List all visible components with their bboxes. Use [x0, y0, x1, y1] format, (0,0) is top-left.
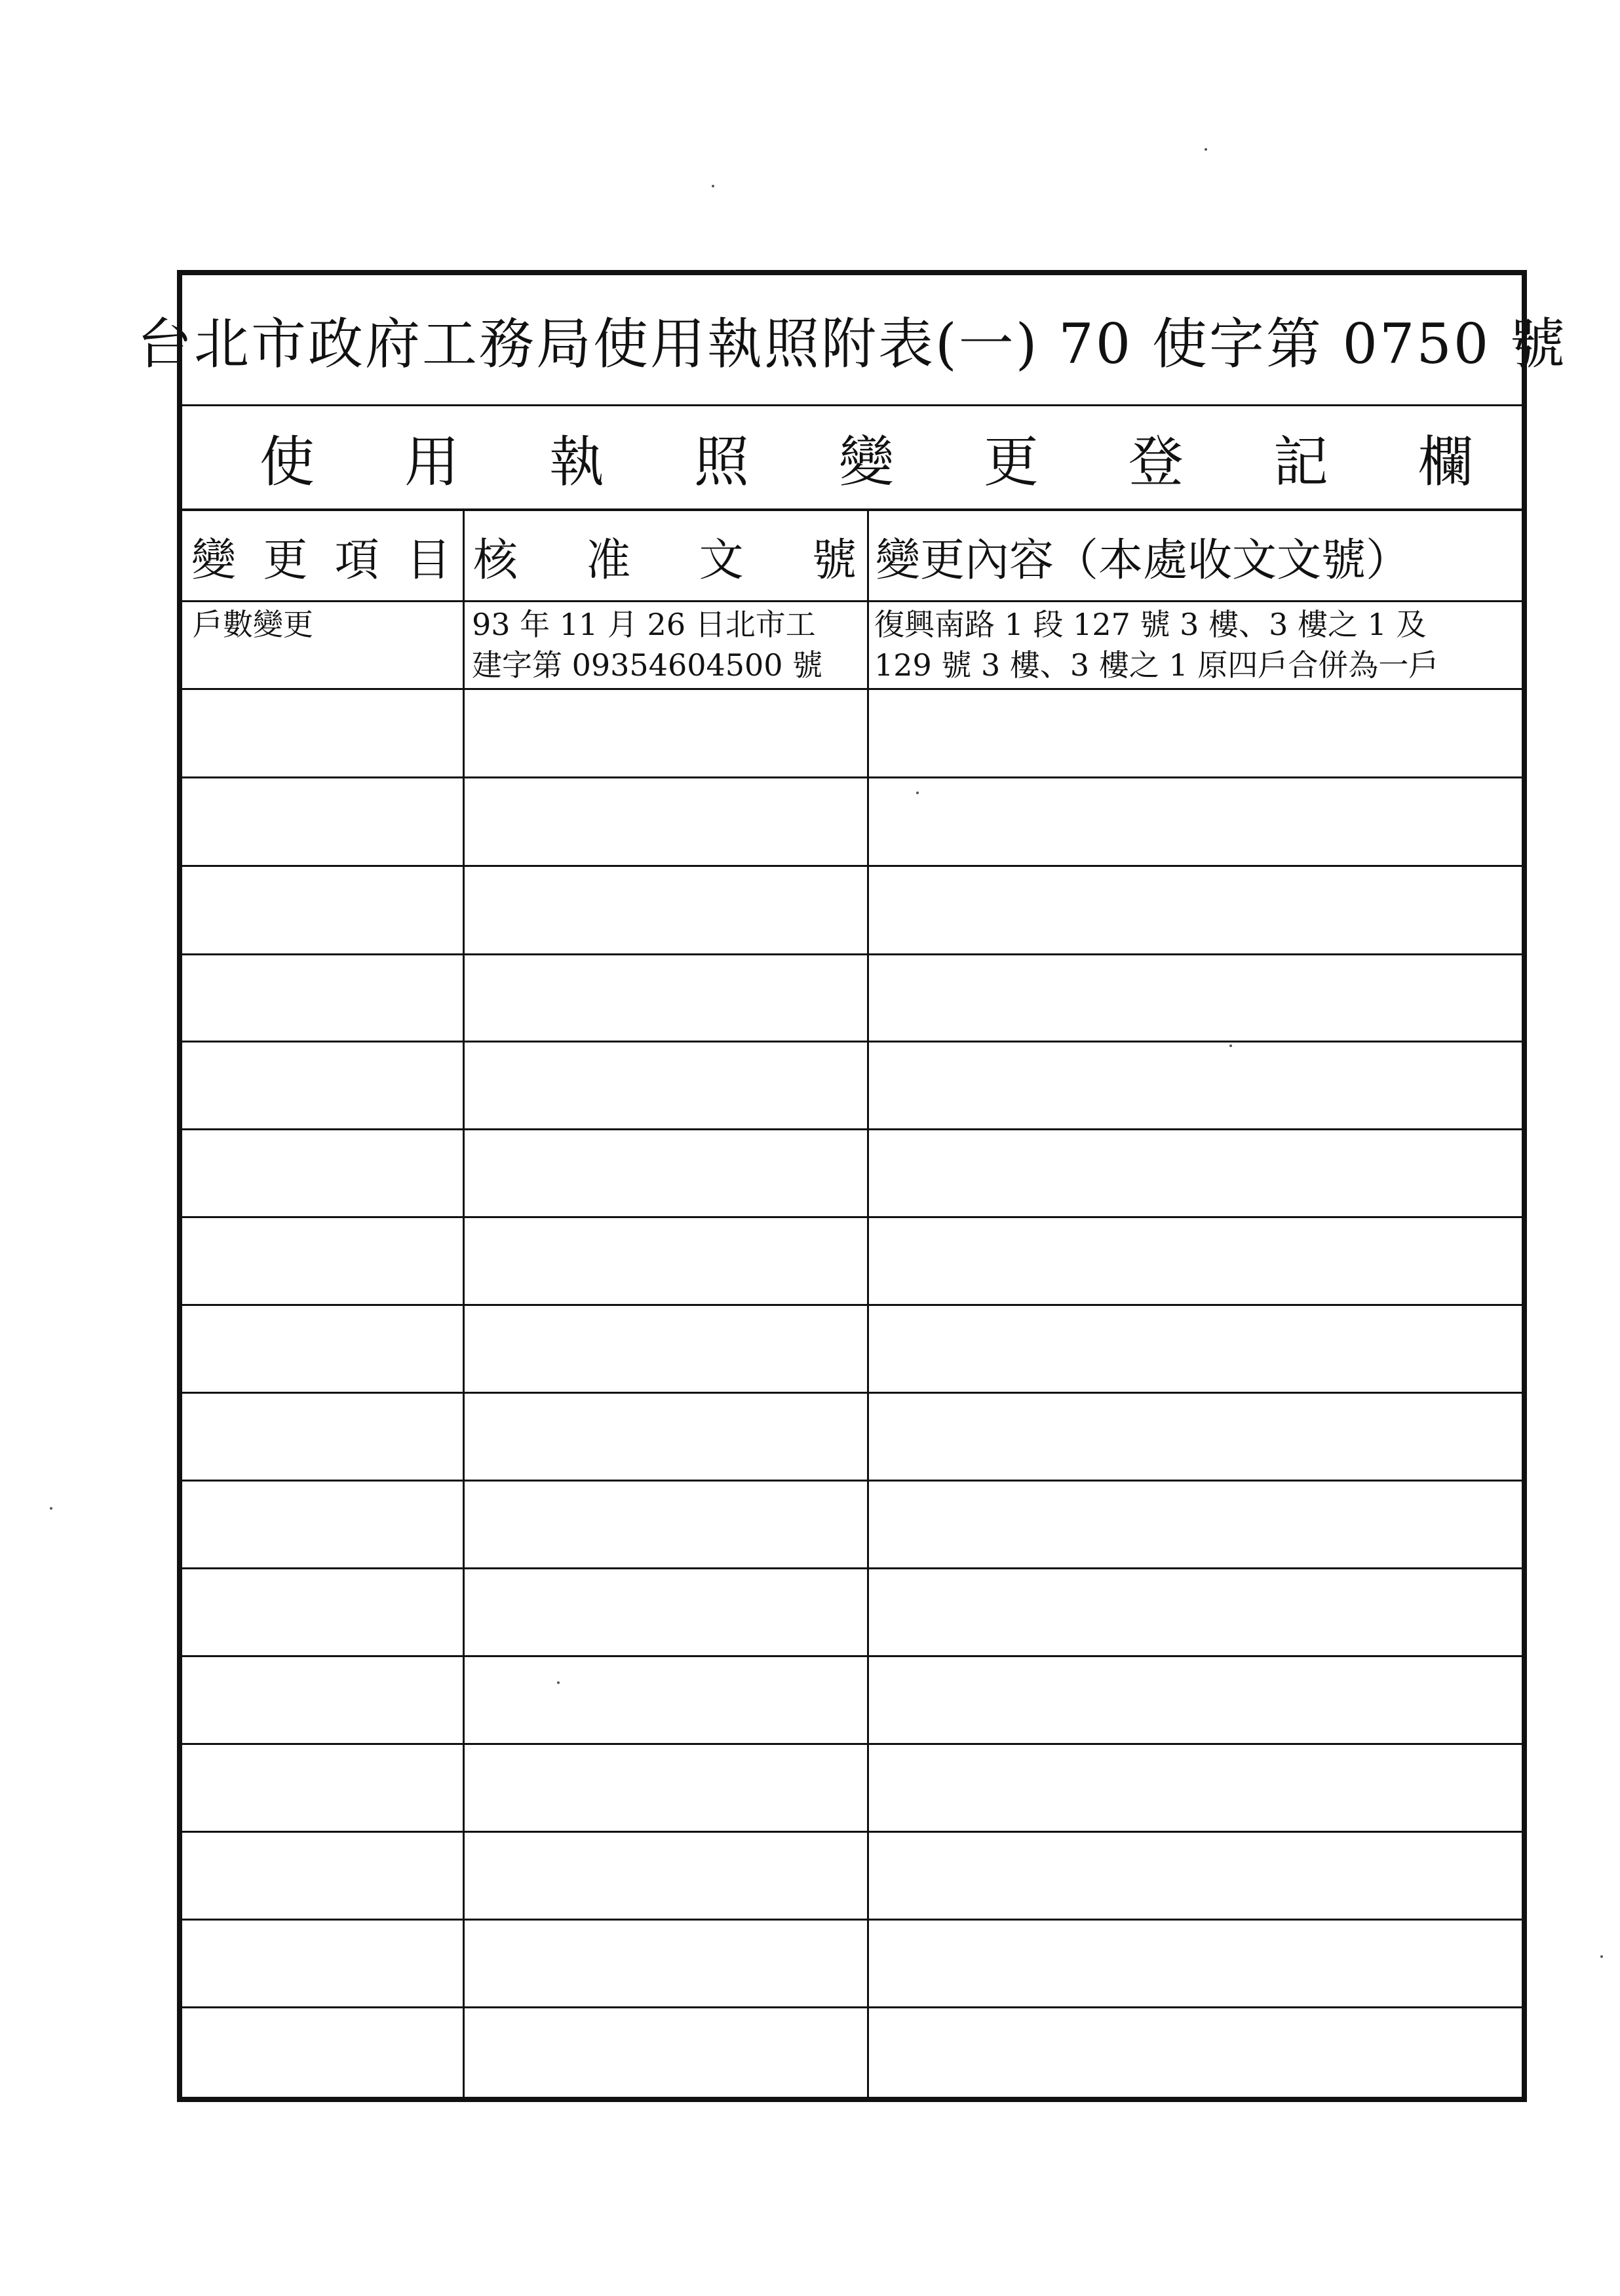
- section-heading-char: 執: [549, 429, 604, 494]
- title-band: [137, 275, 1568, 406]
- row-divider: [182, 1480, 1522, 1482]
- row-divider: [182, 1304, 1522, 1306]
- table-row-content-cell: [874, 604, 1438, 685]
- section-heading-char: 照: [693, 429, 749, 494]
- header-char: 項: [334, 534, 379, 586]
- header-change-content: [876, 511, 1518, 602]
- section-heading-char: 欄: [1418, 429, 1473, 494]
- header-change-item: [191, 511, 451, 602]
- header-text: 變更內容（本處收文文號）: [876, 534, 1411, 586]
- scan-speck: [1205, 148, 1207, 151]
- row-divider: [182, 1392, 1522, 1394]
- header-char: 更: [263, 534, 308, 586]
- section-heading-char: 登: [1128, 429, 1184, 494]
- header-char: 文: [699, 534, 744, 586]
- document-title: 台北市政府工務局使用執照附表(一) 70 使字第 0750 號: [137, 312, 1568, 376]
- header-char: 准: [586, 534, 631, 586]
- row-divider: [182, 865, 1522, 867]
- table-row-approval-cell: [472, 604, 822, 685]
- section-heading-char: 用: [404, 429, 459, 494]
- header-char: 核: [473, 534, 518, 586]
- row-divider: [182, 776, 1522, 778]
- section-heading-char: 更: [983, 429, 1039, 494]
- row-divider: [182, 688, 1522, 690]
- row-divider: [182, 600, 1522, 602]
- scan-speck: [916, 792, 919, 794]
- row-divider: [182, 1567, 1522, 1569]
- approval-line: 93 年 11 月 26 日北市工: [472, 607, 816, 642]
- scan-speck: [557, 1681, 560, 1684]
- row-divider: [182, 1919, 1522, 1921]
- row-divider: [182, 1041, 1522, 1043]
- scan-speck: [50, 1507, 52, 1510]
- section-heading-char: 記: [1273, 429, 1328, 494]
- section-heading: [182, 406, 1522, 511]
- header-char: 號: [811, 534, 857, 586]
- row-divider: [182, 1128, 1522, 1130]
- header-char: 變: [191, 534, 237, 586]
- content-line: 129 號 3 樓、3 樓之 1 原四戶合併為一戶: [874, 647, 1439, 683]
- scan-speck: [1229, 1044, 1232, 1047]
- content-line: 復興南路 1 段 127 號 3 樓、3 樓之 1 及: [874, 607, 1427, 642]
- row-divider: [182, 2006, 1522, 2008]
- header-approval-number: [473, 511, 857, 602]
- header-char: 目: [406, 534, 451, 586]
- section-heading-char: 使: [260, 429, 315, 494]
- row-divider: [182, 1743, 1522, 1745]
- scan-speck: [712, 185, 714, 187]
- row-divider: [182, 1655, 1522, 1657]
- row-divider: [182, 1831, 1522, 1833]
- change-registration-form: [137, 270, 1568, 2102]
- row-divider: [182, 953, 1522, 955]
- change-log-table: [182, 511, 1522, 2097]
- scan-speck: [1600, 1955, 1603, 1958]
- table-row-item-cell: [193, 604, 313, 645]
- change-item-text: 戶數變更: [193, 607, 313, 642]
- row-divider: [182, 1216, 1522, 1218]
- approval-line: 建字第 09354604500 號: [472, 647, 823, 683]
- section-heading-char: 變: [838, 429, 894, 494]
